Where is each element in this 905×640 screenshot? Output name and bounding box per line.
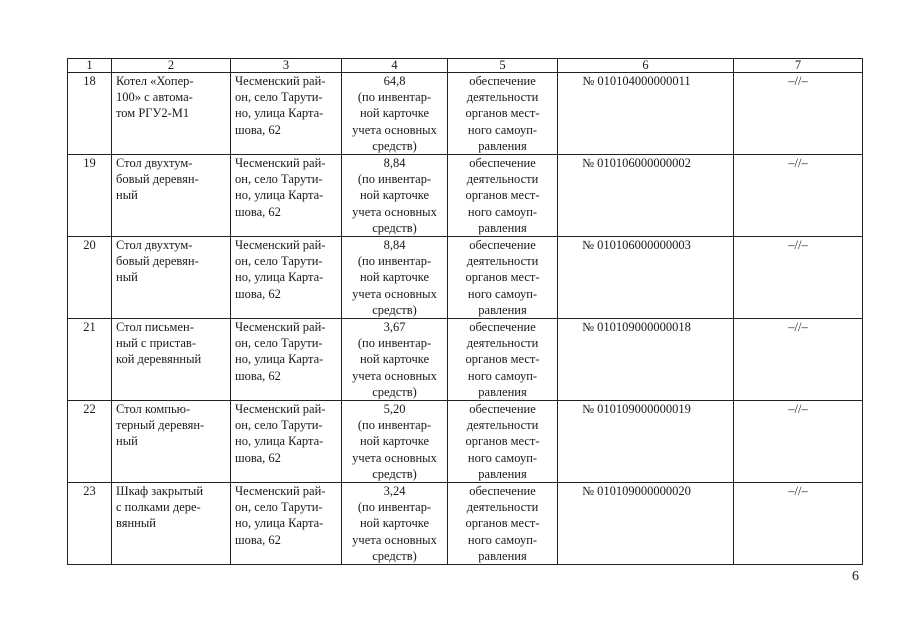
- inventory-number: № 010109000000020: [558, 483, 734, 565]
- item-value: 64,8 (по инвентар- ной карточке учета основных средств): [342, 73, 448, 155]
- table-header-row: [68, 59, 863, 73]
- item-address: Чесменский рай- он, село Тарути- но, улица Карта- шова, 62: [231, 155, 342, 237]
- page-number: 6: [852, 569, 859, 584]
- item-name: Стол двухтум- бовый деревян- ный: [112, 155, 231, 237]
- item-address: Чесменский рай- он, село Тарути- но, улица Карта- шова, 62: [231, 73, 342, 155]
- item-purpose: обеспечение деятельности органов мест- ного самоуп- равления: [448, 401, 558, 483]
- item-address: Чесменский рай- он, село Тарути- но, улица Карта- шова, 62: [231, 319, 342, 401]
- column-header: 2: [112, 59, 231, 73]
- column-header: 1: [68, 59, 112, 73]
- row-number: 19: [68, 155, 112, 237]
- inventory-number: № 010106000000003: [558, 237, 734, 319]
- item-note: –//–: [734, 401, 863, 483]
- item-name: Стол двухтум- бовый деревян- ный: [112, 237, 231, 319]
- item-value: 3,67 (по инвентар- ной карточке учета основных средств): [342, 319, 448, 401]
- inventory-number: № 010104000000011: [558, 73, 734, 155]
- inventory-number: № 010109000000019: [558, 401, 734, 483]
- item-note: –//–: [734, 155, 863, 237]
- item-value: 5,20 (по инвентар- ной карточке учета основных средств): [342, 401, 448, 483]
- item-purpose: обеспечение деятельности органов мест- ного самоуп- равления: [448, 155, 558, 237]
- inventory-number: № 010106000000002: [558, 155, 734, 237]
- item-name: Шкаф закрытый с полками дере- вянный: [112, 483, 231, 565]
- item-note: –//–: [734, 319, 863, 401]
- table-header: [68, 59, 863, 73]
- table-body: [68, 73, 863, 565]
- item-purpose: обеспечение деятельности органов мест- ного самоуп- равления: [448, 73, 558, 155]
- inventory-number: № 010109000000018: [558, 319, 734, 401]
- table-row: [68, 73, 863, 155]
- item-note: –//–: [734, 483, 863, 565]
- row-number: 23: [68, 483, 112, 565]
- item-address: Чесменский рай- он, село Тарути- но, улица Карта- шова, 62: [231, 483, 342, 565]
- row-number: 22: [68, 401, 112, 483]
- item-purpose: обеспечение деятельности органов мест- ного самоуп- равления: [448, 483, 558, 565]
- row-number: 20: [68, 237, 112, 319]
- table-row: [68, 319, 863, 401]
- table-row: [68, 155, 863, 237]
- item-name: Стол компью- терный деревян- ный: [112, 401, 231, 483]
- column-header: 7: [734, 59, 863, 73]
- item-value: 8,84 (по инвентар- ной карточке учета основных средств): [342, 155, 448, 237]
- item-note: –//–: [734, 73, 863, 155]
- item-address: Чесменский рай- он, село Тарути- но, улица Карта- шова, 62: [231, 401, 342, 483]
- item-purpose: обеспечение деятельности органов мест- ного самоуп- равления: [448, 319, 558, 401]
- table-row: [68, 237, 863, 319]
- column-header: 3: [231, 59, 342, 73]
- row-number: 21: [68, 319, 112, 401]
- item-value: 3,24 (по инвентар- ной карточке учета основных средств): [342, 483, 448, 565]
- item-note: –//–: [734, 237, 863, 319]
- property-table: [67, 58, 863, 565]
- column-header: 4: [342, 59, 448, 73]
- column-header: 5: [448, 59, 558, 73]
- table-row: [68, 483, 863, 565]
- table-row: [68, 401, 863, 483]
- item-name: Стол письмен- ный с пристав- кой деревянный: [112, 319, 231, 401]
- item-purpose: обеспечение деятельности органов мест- ного самоуп- равления: [448, 237, 558, 319]
- column-header: 6: [558, 59, 734, 73]
- item-value: 8,84 (по инвентар- ной карточке учета основных средств): [342, 237, 448, 319]
- row-number: 18: [68, 73, 112, 155]
- item-name: Котел «Хопер- 100» с автома- том РГУ2-М1: [112, 73, 231, 155]
- item-address: Чесменский рай- он, село Тарути- но, улица Карта- шова, 62: [231, 237, 342, 319]
